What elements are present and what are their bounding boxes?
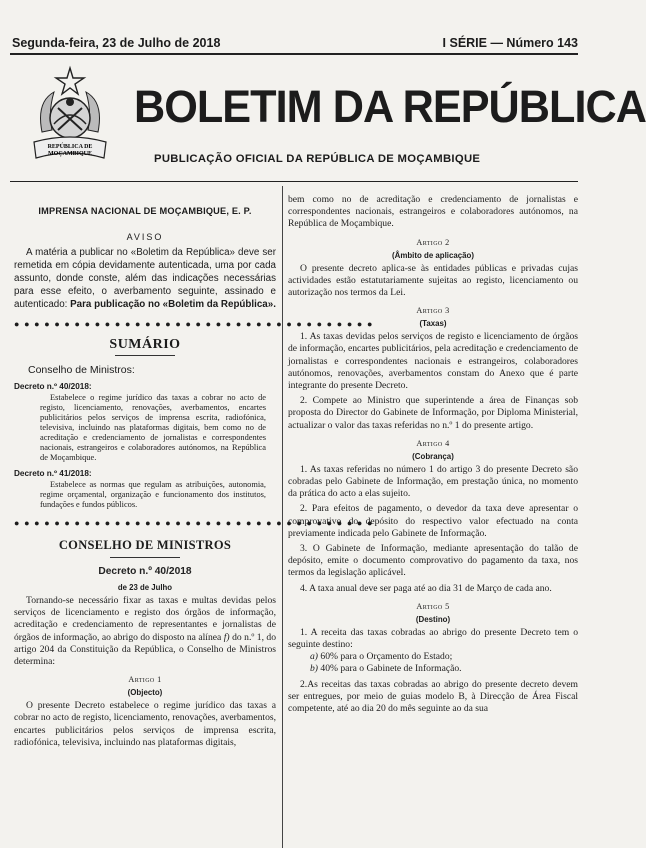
sumario-decreto2-label: Decreto n.º 41/2018: bbox=[14, 469, 92, 478]
section-rule bbox=[110, 557, 180, 558]
artigo-4-subtitle: (Cobrança) bbox=[412, 451, 454, 461]
header-rule bbox=[10, 181, 578, 182]
artigo-1-label: Artigo 1 bbox=[128, 675, 162, 685]
national-emblem-icon bbox=[28, 62, 112, 174]
preamble-f: f) bbox=[223, 631, 230, 643]
artigo-3-subtitle: (Taxas) bbox=[419, 319, 447, 329]
artigo-3-p2: 2. Compete ao Ministro que superintende a área de Finanças sob proposta do Director do Gabinete de Informação, por Diploma Ministerial, actualizar o valor das taxas referidas no n.º 1 do presente artigo. bbox=[288, 395, 578, 431]
page-subtitle: PUBLICAÇÃO OFICIAL DA REPÚBLICA DE MOÇAMBIQUE bbox=[154, 153, 481, 165]
artigo-1-text: O presente Decreto estabelece o regime jurídico das taxas a cobrar no acto de registo, licenciamento, renovações, averbamentos, encartes publicitários pelos serviços de imprensa escrita, radiofónica, televisiva, incluindo nas plataformas digitais, bbox=[14, 700, 276, 748]
preamble bbox=[14, 595, 276, 668]
preamble-b: do n.º 1, do artigo 204 da Constituição da República, o Conselho de Ministros determina: bbox=[14, 631, 277, 668]
artigo-5-label: Artigo 5 bbox=[416, 601, 450, 611]
aviso-heading: AVISO bbox=[126, 232, 164, 242]
artigo-2-label: Artigo 2 bbox=[416, 237, 450, 247]
artigo-5-subtitle: (Destino) bbox=[415, 614, 451, 624]
preamble-a: Tornando-se necessário fixar as taxas e multas devidas pelos serviços de licenciamento e registo dos órgãos de informação, acreditação e credenciamento de representantes e jornalistas de órgãos de informação, ao abrigo do disposto na alínea bbox=[14, 595, 276, 643]
right-column bbox=[288, 194, 578, 715]
artigo-3-label: Artigo 3 bbox=[416, 306, 450, 316]
issue-series: I SÉRIE — Número 143 bbox=[442, 36, 578, 50]
item-b-mark: b) bbox=[310, 663, 318, 675]
top-bar bbox=[12, 36, 578, 50]
sumario-decreto2-text: Estabelece as normas que regulam as atribuições, autonomia, regime orçamental, organização e funcionamento dos institutos, fundações e fundos públicos. bbox=[40, 480, 266, 509]
artigo-3-p1: 1. As taxas devidas pelos serviços de registo e licenciamento de órgãos de informação, encartes publicitários, pela acreditação e credenciamento de jornalistas e correspondentes nacionais e estrangeiros, colaboradores autónomos, renovações, averbamentos constam do Anexo que é parte integrante do presente Decreto. bbox=[288, 331, 578, 392]
dot-divider: ● ● ● ● ● ● ● ● ● ● ● ● ● ● ● ● ● ● ● ● ● ● ● ● ● ● ● ● ● ● ● ● ● ● ● ● bbox=[14, 319, 374, 329]
aviso-bold: Para publicação no «Boletim da República». bbox=[70, 299, 276, 310]
artigo-4-p1: 1. As taxas referidas no número 1 do artigo 3 do presente Decreto são cobradas pelo Gabinete de Informação, em prestação única, no momento da prática do acto a elas sujeito. bbox=[288, 463, 578, 500]
continuation-text: bem como no de acreditação e credenciamento de jornalistas e correspondentes nacionais, estrangeiros e colaboradores autónomos, na República de Moçambique. bbox=[288, 194, 578, 230]
top-rule bbox=[10, 53, 578, 55]
item-a-mark: a) bbox=[310, 651, 318, 663]
sumario-heading: SUMÁRIO bbox=[109, 337, 181, 352]
item-b-text: 40% para o Gabinete de Informação. bbox=[320, 663, 462, 675]
aviso-body: A matéria a publicar no «Boletim da República» deve ser remetida em cópia devidamente autenticada, uma por cada assunto, donde conste, além das indicações necessárias para esse efeito, o averbamento seguinte, assinado e autenticado: bbox=[14, 247, 276, 310]
artigo-5-item-b bbox=[288, 663, 578, 675]
artigo-4-p2: 2. Para efeitos de pagamento, o devedor da taxa deve apresentar o comprovativo do depósito do respectivo valor efectuado na conta previamente indicada pelo Gabinete de Informação. bbox=[288, 503, 578, 539]
emblem-text-top: REPÚBLICA DE bbox=[47, 144, 93, 150]
emblem-text-bottom: MOÇAMBIQUE bbox=[48, 151, 92, 157]
item-a-text: 60% para o Orçamento do Estado; bbox=[320, 651, 453, 663]
artigo-2-text: O presente decreto aplica-se às entidades públicas e privadas cujas actividades estão estatutariamente sujeitas ao registo, licenciamento ou autorização nos termos da Lei. bbox=[288, 262, 578, 299]
artigo-4-label: Artigo 4 bbox=[416, 438, 450, 448]
sumario-rule bbox=[115, 355, 175, 356]
artigo-2-subtitle: (Âmbito de aplicação) bbox=[392, 250, 474, 260]
artigo-5-p1: 1. A receita das taxas cobradas ao abrigo do presente Decreto tem o seguinte destino: bbox=[288, 626, 578, 651]
sumario-conselho: Conselho de Ministros: bbox=[28, 364, 135, 376]
sumario-decreto1-text: Estabelece o regime jurídico das taxas a cobrar no acto de registo, licenciamento, renovações, averbamentos, encartes publicitários pelos serviços de imprensa escrita, radiofónica, televisiva, incluindo nas plataformas digitais, bem como no de acreditação e credenciamento de jornalistas e correspondentes nacionais, estrangeiros e colaboradores autónomos, na República de Moçambique. bbox=[40, 393, 266, 462]
artigo-4-p4: 4. A taxa anual deve ser paga até ao dia 31 de Março de cada ano. bbox=[300, 582, 552, 594]
dot-divider-2: ● ● ● ● ● ● ● ● ● ● ● ● ● ● ● ● ● ● ● ● ● ● ● ● ● ● ● ● ● ● ● ● ● ● ● ● bbox=[14, 518, 374, 528]
artigo-1-subtitle: (Objecto) bbox=[127, 688, 163, 698]
issue-date: Segunda-feira, 23 de Julho de 2018 bbox=[12, 36, 221, 50]
section-heading: CONSELHO DE MINISTROS bbox=[58, 538, 232, 552]
sumario-decreto1-label: Decreto n.º 40/2018: bbox=[14, 382, 92, 391]
artigo-4-p3: 3. O Gabinete de Informação, mediante apresentação do talão de depósito, emite o documento comprovativo do pagamento da taxa, nos termos da legislação aplicável. bbox=[288, 543, 578, 579]
page-title: BOLETIM DA REPÚBLICA bbox=[134, 81, 646, 132]
left-column bbox=[14, 194, 374, 749]
decreto-title: Decreto n.º 40/2018 bbox=[98, 566, 192, 577]
decreto-date: de 23 de Julho bbox=[117, 583, 173, 592]
imprensa-heading: IMPRENSA NACIONAL DE MOÇAMBIQUE, E. P. bbox=[38, 206, 252, 216]
aviso-text bbox=[14, 246, 276, 311]
artigo-5-p2: 2.As receitas das taxas cobradas ao abrigo do presente decreto devem ser entregues, por meio de guias modelo B, à Direcção de Área Fiscal competente, até ao dia 20 do mês seguinte ao da sua bbox=[288, 678, 578, 715]
artigo-5-item-a bbox=[288, 651, 578, 663]
column-divider bbox=[282, 186, 283, 848]
